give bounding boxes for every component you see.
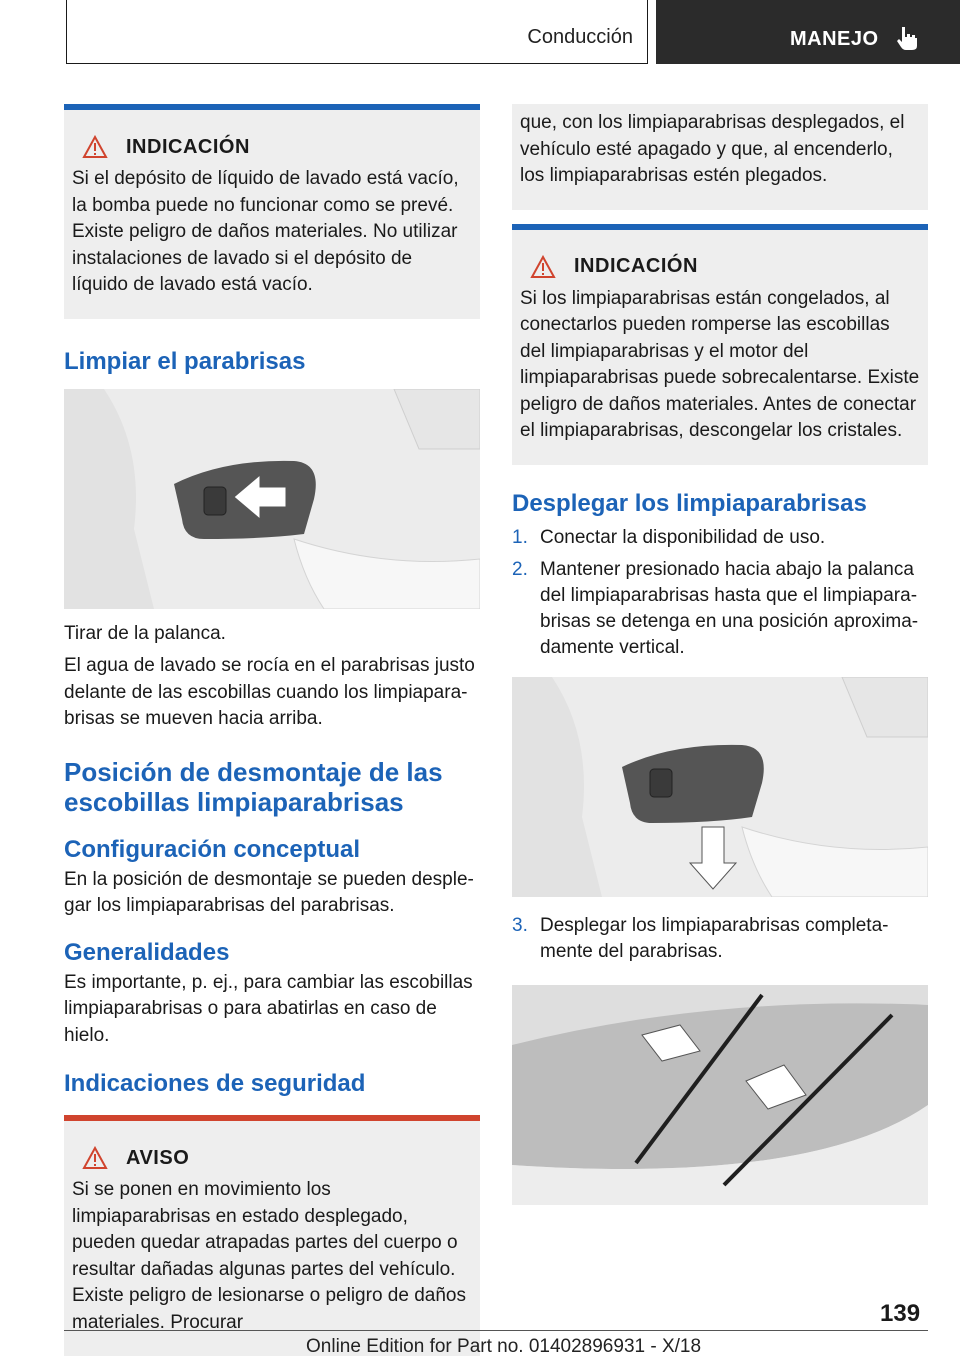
notice-text: Si los limpiaparabrisas están congelados, al conectarlos pueden romperse las escobillas del limpiaparabrisas y el motor del limpiaparabrisas puede sobrecalentarse. Existe peligro de daños materiales. Antes de conectar el limpiaparabrisas, descongelar los cristales.	[520, 287, 920, 441]
heading-general: Generalidades	[64, 938, 230, 966]
heading-wiper-position: Posición de desmontaje de las escobillas limpiaparabrisas	[64, 756, 443, 817]
paragraph-pull-lever: Tirar de la palanca.	[64, 622, 226, 644]
right-column	[512, 104, 928, 1205]
steps-list	[512, 525, 928, 661]
step-text: Mantener presionado hacia abajo la palanca del limpiaparabrisas hasta que el limpiaparabrisas se detenga en una posición aproximadamente vertical.	[540, 558, 919, 658]
warning-triangle-icon	[530, 255, 556, 279]
step-number: 2.	[512, 558, 528, 580]
page-number: 139	[880, 1300, 921, 1327]
steps-list-continued	[512, 913, 928, 965]
list-item	[512, 913, 928, 965]
footer-edition: Online Edition for Part no. 01402896931 - X/18	[306, 1336, 702, 1357]
warning-title: AVISO	[126, 1146, 190, 1169]
notice-title: INDICACIÓN	[574, 255, 698, 277]
lever-pull-illustration	[64, 389, 480, 609]
heading-safety: Indicaciones de seguridad	[64, 1070, 366, 1097]
heading-clean-windshield: Limpiar el parabrisas	[64, 347, 306, 375]
warning-box	[64, 1115, 480, 1356]
left-column	[64, 104, 480, 1356]
warning-text: Si se ponen en movimiento los limpiaparabrisas en estado desplegado, pueden quedar atrapadas partes del cuerpo o resultar dañadas algunas partes del vehículo. Existe peligro de lesionarse o peligro de daños materiales. Procurar	[72, 1179, 466, 1333]
hand-pointer-icon	[894, 24, 922, 52]
header-section-title: Conducción	[527, 26, 633, 48]
warning-text-continued: que, con los limpiaparabrisas desplegados, el vehículo esté apagado y que, al encenderlo, los limpiaparabrisas estén plegados.	[520, 112, 905, 186]
wipers-deployed-illustration	[512, 985, 928, 1205]
header-chapter-title: MANEJO	[790, 28, 879, 50]
warning-triangle-icon	[82, 1146, 108, 1170]
notice-text: Si el depósito de líquido de lavado está vacío, la bomba puede no funcionar como se prevé. Existe peligro de daños materiales. No utilizar instalaciones de lavado si el depósito de líquido de lavado está vacío.	[72, 168, 459, 295]
page-header	[0, 0, 960, 66]
notice-box-frozen	[512, 224, 928, 465]
warning-box-continued	[512, 104, 928, 210]
paragraph-concept: En la posición de desmontaje se pueden desplegar los limpiaparabrisas del parabrisas.	[64, 868, 474, 916]
lever-down-illustration	[512, 677, 928, 897]
header-chapter-tab	[656, 0, 960, 64]
step-number: 3.	[512, 914, 528, 936]
list-item	[512, 557, 928, 661]
heading-deploy-wipers: Desplegar los limpiaparabrisas	[512, 489, 867, 517]
heading-concept: Configuración conceptual	[64, 835, 361, 863]
step-text: Desplegar los limpiaparabrisas completamente del parabrisas.	[540, 914, 889, 962]
paragraph-washer-spray: El agua de lavado se rocía en el parabrisas justo delante de las escobillas cuando los limpiaparabrisas se mueven hacia arriba.	[64, 655, 475, 729]
notice-title: INDICACIÓN	[126, 135, 250, 158]
footer-rule	[64, 1330, 928, 1331]
step-text: Conectar la disponibilidad de uso.	[540, 526, 826, 548]
header-section-tab	[66, 0, 648, 64]
notice-box-washer	[64, 104, 480, 319]
step-number: 1.	[512, 526, 528, 548]
warning-triangle-icon	[82, 135, 108, 159]
paragraph-general: Es importante, p. ej., para cambiar las escobillas limpiaparabrisas o para abatirlas en caso de hielo.	[64, 971, 473, 1046]
list-item	[512, 525, 928, 551]
